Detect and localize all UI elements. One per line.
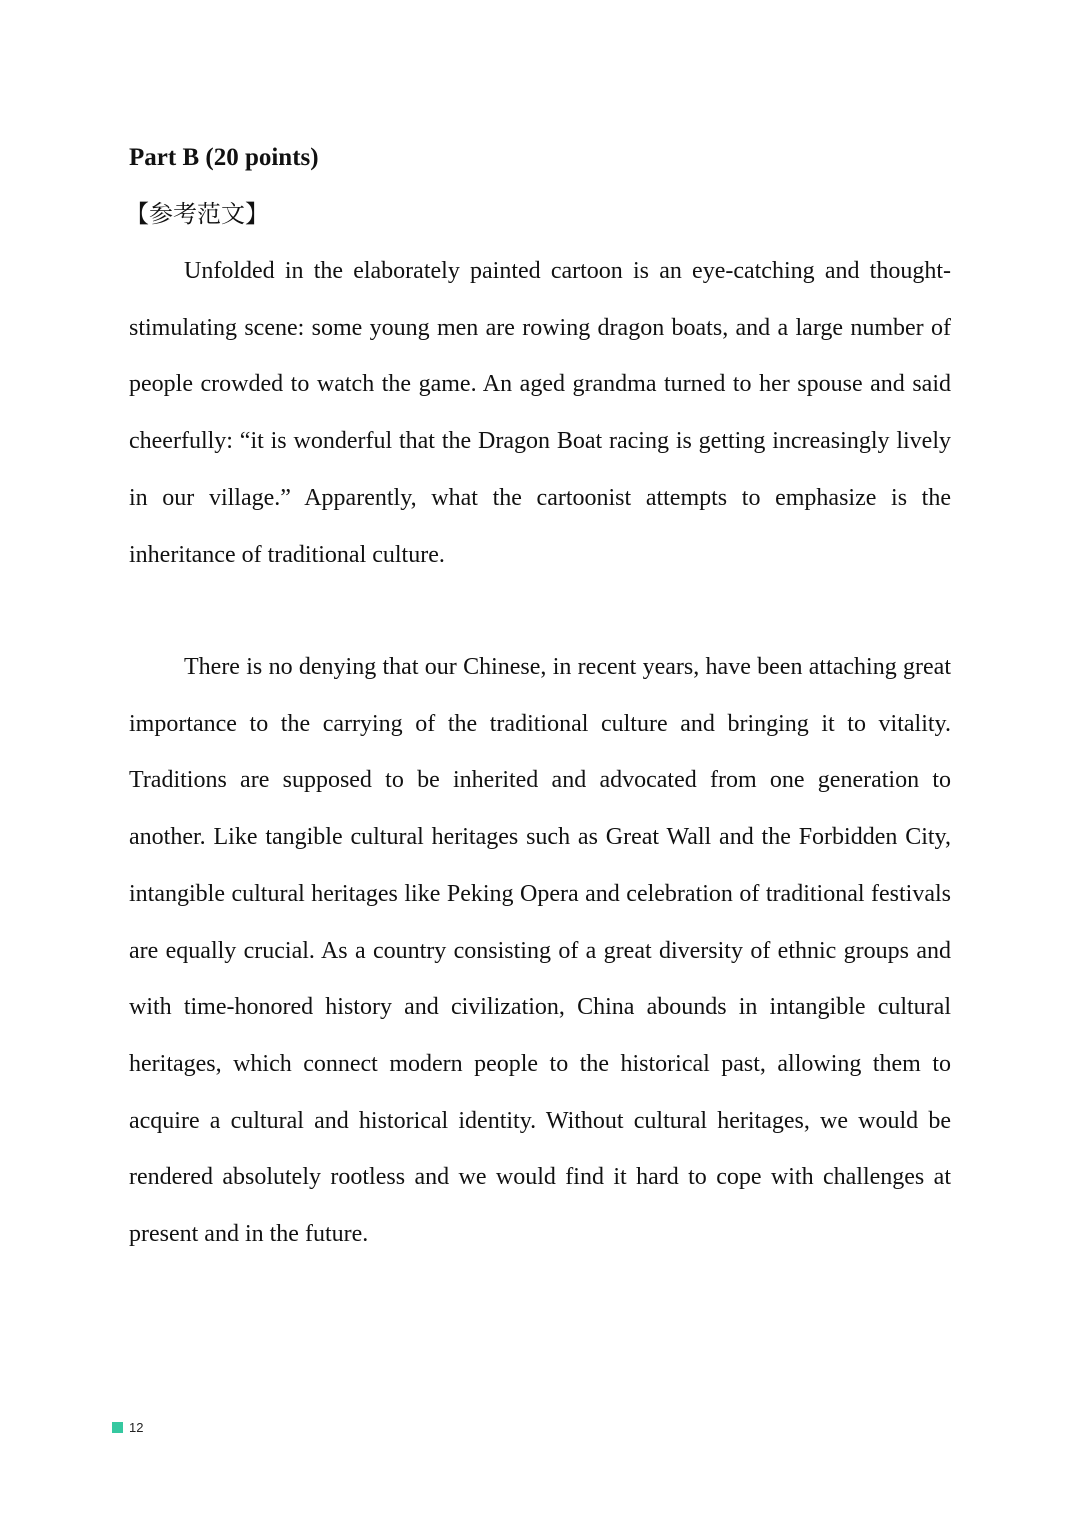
essay-paragraph-1: Unfolded in the elaborately painted cartoon is an eye-catching and thought-stimulating scene: some young men are rowing dragon boats, and a large number of people crowded to watch the game. An aged grandma turned to her spouse and said cheerfully: “it is wonderful that the Dragon Boat racing is getting increasingly lively in our village.” Apparently, what the cartoonist attempts to emphasize is the inheritance of traditional culture.	[129, 258, 951, 568]
essay-paragraph-2: There is no denying that our Chinese, in recent years, have been attaching great importance to the carrying of the traditional culture and bringing it to vitality. Traditions are supposed to be inherited and advocated from one generation to another. Like tangible cultural heritages such as Great Wall and the Forbidden City, intangible cultural heritages like Peking Opera and celebration of traditional festivals are equally crucial. As a country consisting of a great diversity of ethnic groups and with time-honored history and civilization, China abounds in intangible cultural heritages, which connect modern people to the historical past, allowing them to acquire a cultural and historical identity. Without cultural heritages, we would be rendered absolutely rootless and we would find it hard to cope with challenges at present and in the future.	[129, 654, 951, 1248]
page-number: 12	[129, 1420, 144, 1435]
reference-essay-label: 【参考范文】	[125, 200, 269, 228]
page-marker-square-icon	[112, 1422, 123, 1433]
section-heading: Part B (20 points)	[129, 144, 319, 171]
page-footer	[112, 1420, 143, 1435]
